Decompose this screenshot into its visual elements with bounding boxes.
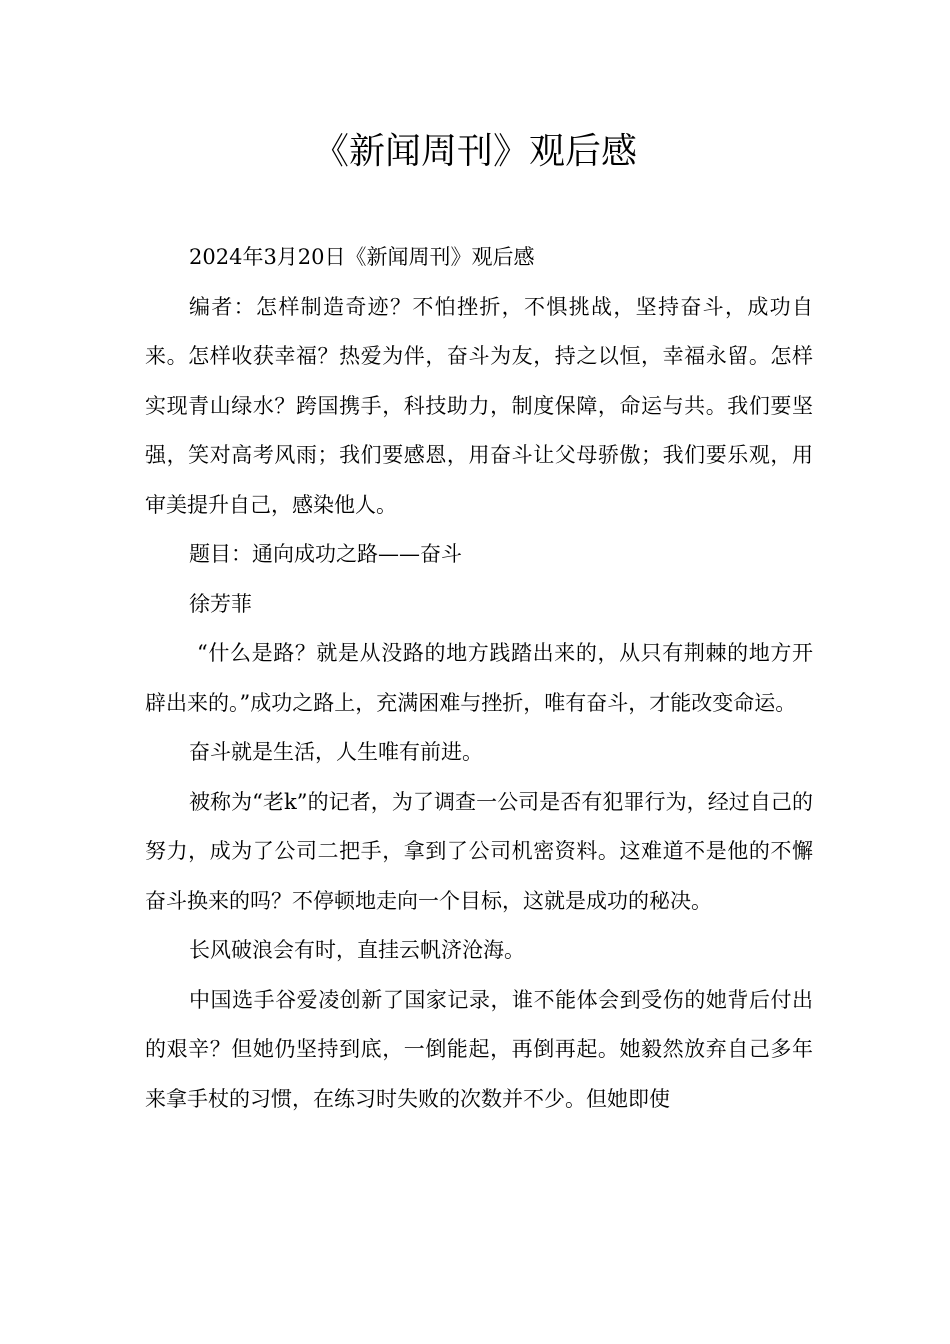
paragraph-author: 徐芳菲 — [189, 591, 252, 616]
paragraph-athlete: 中国选手谷爱凌创新了国家记录，谁不能体会到受伤的她背后付出的艰辛？但她仍坚持到底，一倒能起，再倒再起。她毅然放弃自己多年来拿手杖的习惯，在练习时失败的次数并不少。但她即使 — [145, 987, 813, 1111]
paragraph-editor-note: 编者：怎样制造奇迹？不怕挫折，不惧挑战，坚持奋斗，成功自来。怎样收获幸福？热爱为伴，奋斗为友，持之以恒，幸福永留。怎样实现青山绿水？跨国携手，科技助力，制度保障，命运与共。我们要坚强，笑对高考风雨；我们要感恩，用奋斗让父母骄傲；我们要乐观，用审美提升自己，感染他人。 — [145, 294, 813, 517]
document-title: 《新闻周刊》观后感 — [312, 131, 637, 172]
paragraph-topic: 题目：通向成功之路——奋斗 — [189, 542, 462, 566]
paragraph-date-heading: 2024年3月20日《新闻周刊》观后感 — [189, 245, 535, 269]
paragraph-reporter: 被称为“老k”的记者，为了调查一公司是否有犯罪行为，经过自己的努力，成为了公司二把手，拿到了公司机密资料。这难道不是他的不懈奋斗换来的吗？不停顿地走向一个目标，这就是成功的秘决。 — [145, 789, 813, 913]
paragraph-struggle: 奋斗就是生活，人生唯有前进。 — [189, 740, 483, 764]
paragraph-quote: “什么是路？就是从没路的地方践踏出来的，从只有荆棘的地方开辟出来的。”成功之路上，充满困难与挫折，唯有奋斗，才能改变命运。 — [145, 641, 813, 715]
paragraph-poem: 长风破浪会有时，直挂云帆济沧海。 — [189, 938, 525, 962]
document-body — [145, 233, 813, 1124]
